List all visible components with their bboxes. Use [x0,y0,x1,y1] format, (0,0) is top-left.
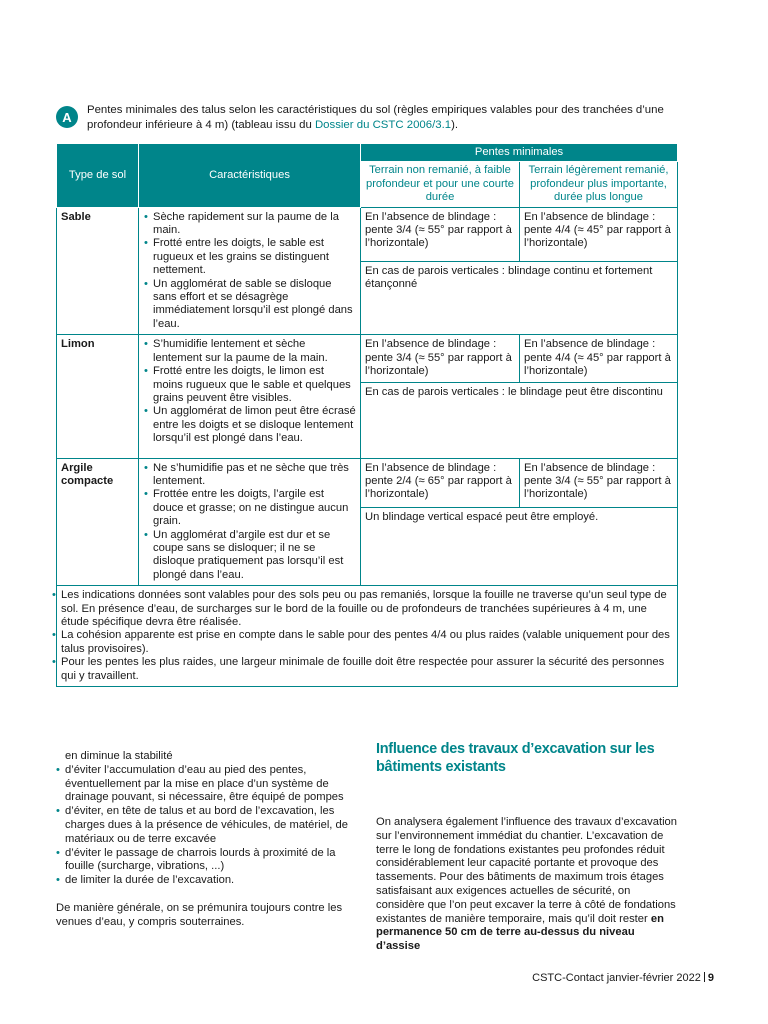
right-column [376,740,678,954]
paragraph-text: On analysera également l’influence des travaux d’excavation sur l’environnement immédiat du chantier. L’excavation de terre le long de fondations existantes peu profondes réduit considérablement leur capacité portante et provoque des tassements. Pour des bâtiments de maximum trois étages satisfaisant aux exigences actuelles de sécurité, on considère que l’on peut excaver la terre à côté de fondations existantes de manière temporaire, mais qu’il doit rester [376,816,677,925]
page-footer [532,972,714,984]
table-notes [57,586,678,687]
header-disturbed: Terrain légèrement remanié, profondeur plus importante, durée plus longue [520,162,678,207]
left-column [56,750,356,930]
list-item: • d’éviter, en tête de talus et au bord de l’excavation, les charges dues à la présence de véhicules, de matériel, de matériaux ou de terre excavée [65,805,356,846]
header-min-slopes: Pentes minimales [361,144,678,162]
publication-name: CSTC-Contact janvier-février 2022 [532,972,701,984]
caption-badge: A [56,106,78,128]
list-item: • S’humidifie lentement et sèche lentement sur la paume de la main. [153,338,356,365]
body-paragraph: De manière générale, on se prémunira toujours contre les venues d’eau, y compris souterraines. [56,901,343,928]
header-undisturbed: Terrain non remanié, à faible profondeur et pour une courte durée [361,162,520,207]
slope-undisturbed: En l’absence de blindage : pente 2/4 (≈ 65° par rapport à l’horizontale) [361,458,520,508]
slope-disturbed: En l’absence de blindage : pente 3/4 (≈ 55° par rapport à l’horizontale) [520,458,678,508]
list-item: • Pour les pentes les plus raides, une largeur minimale de fouille doit être respectée pour assurer la sécurité des personnes qui y travaillent. [61,656,673,683]
header-soil-type: Type de sol [57,144,139,208]
list-item: • d’éviter le passage de charrois lourds à proximité de la fouille (surcharge, vibrations, ...) [65,847,356,875]
continued-text: en diminue la stabilité [65,750,173,762]
paragraph-bold: en permanence 50 cm de terre au-dessus du niveau d’assise [376,912,664,953]
slope-undisturbed: En l’absence de blindage : pente 3/4 (≈ 55° par rapport à l’horizontale) [361,207,520,261]
slope-undisturbed: En l’absence de blindage : pente 3/4 (≈ 55° par rapport à l’horizontale) [361,335,520,382]
header-characteristics: Caractéristiques [139,144,361,208]
list-item: • d’éviter l’accumulation d’eau au pied des pentes, éventuellement par la mise en place d’un système de drainage pouvant, si nécessaire, être équipé de pompes [65,764,356,805]
caption-text [87,103,686,133]
list-item: • Frotté entre les doigts, le limon est moins rugueux que le sable et quelques grains peuvent être visibles. [153,365,356,405]
list-item: • Un agglomérat d’argile est dur et se coupe sans se disloquer; il ne se disloque pratiquement pas lorsqu’il est plongé dans l’eau. [153,529,356,583]
vertical-walls-note: En cas de parois verticales : blindage continu et fortement étançonné [361,261,678,334]
list-item: • Les indications données sont valables pour des sols peu ou pas remaniés, lorsque la fouille ne traverse qu’un seul type de sol. En présence d’eau, de surcharges sur le bord de la fouille ou de profondeurs de tranchées supérieures à 4 m, une étude spécifique devra être réalisée. [61,589,673,629]
caption-main: Pentes minimales des talus selon les caractéristiques du sol (règles empiriques valables pour des tranchées d’une profondeur inférieure à 4 m) (tableau issu du [87,104,664,131]
section-heading: Influence des travaux d’excavation sur les bâtiments existants [376,741,655,775]
page-number: 9 [707,972,714,984]
soil-name: Sable [57,207,139,335]
list-item: • Ne s’humidifie pas et ne sèche que très lentement. [153,462,356,489]
soil-characteristics [139,458,361,586]
soil-characteristics [139,207,361,335]
list-item: • Frottée entre les doigts, l’argile est douce et grasse; on ne distingue aucun grain. [153,488,356,528]
caption-end: ). [451,119,459,131]
list-item: • Un agglomérat de limon peut être écrasé entre les doigts et se disloque lentement lorsqu’il est plongé dans l’eau. [153,405,356,445]
slope-disturbed: En l’absence de blindage : pente 4/4 (≈ 45° par rapport à l’horizontale) [520,207,678,261]
vertical-walls-note: Un blindage vertical espacé peut être employé. [361,508,678,586]
list-item: • Frotté entre les doigts, le sable est rugueux et les grains se distinguent nettement. [153,237,356,277]
list-item: • Sèche rapidement sur la paume de la main. [153,211,356,238]
soil-name: Limon [57,335,139,458]
list-item: • de limiter la durée de l’excavation. [65,874,356,888]
list-item: • Un agglomérat de sable se disloque sans effort et se désagrège immédiatement lorsqu’il est plongé dans l’eau. [153,278,356,332]
caption-link[interactable]: Dossier du CSTC 2006/3.1 [314,119,452,131]
vertical-walls-note: En cas de parois verticales : le blindage peut être discontinu [361,382,678,458]
body-paragraph [376,816,678,954]
slope-disturbed: En l’absence de blindage : pente 4/4 (≈ 45° par rapport à l’horizontale) [520,335,678,382]
slopes-table [56,143,678,687]
footer-divider [704,972,705,982]
soil-name: Argile compacte [57,458,139,586]
table-caption [56,103,686,133]
list-item: • La cohésion apparente est prise en compte dans le sable pour des pentes 4/4 ou plus raides (valable uniquement pour des talus provisoires). [61,629,673,656]
soil-characteristics [139,335,361,458]
